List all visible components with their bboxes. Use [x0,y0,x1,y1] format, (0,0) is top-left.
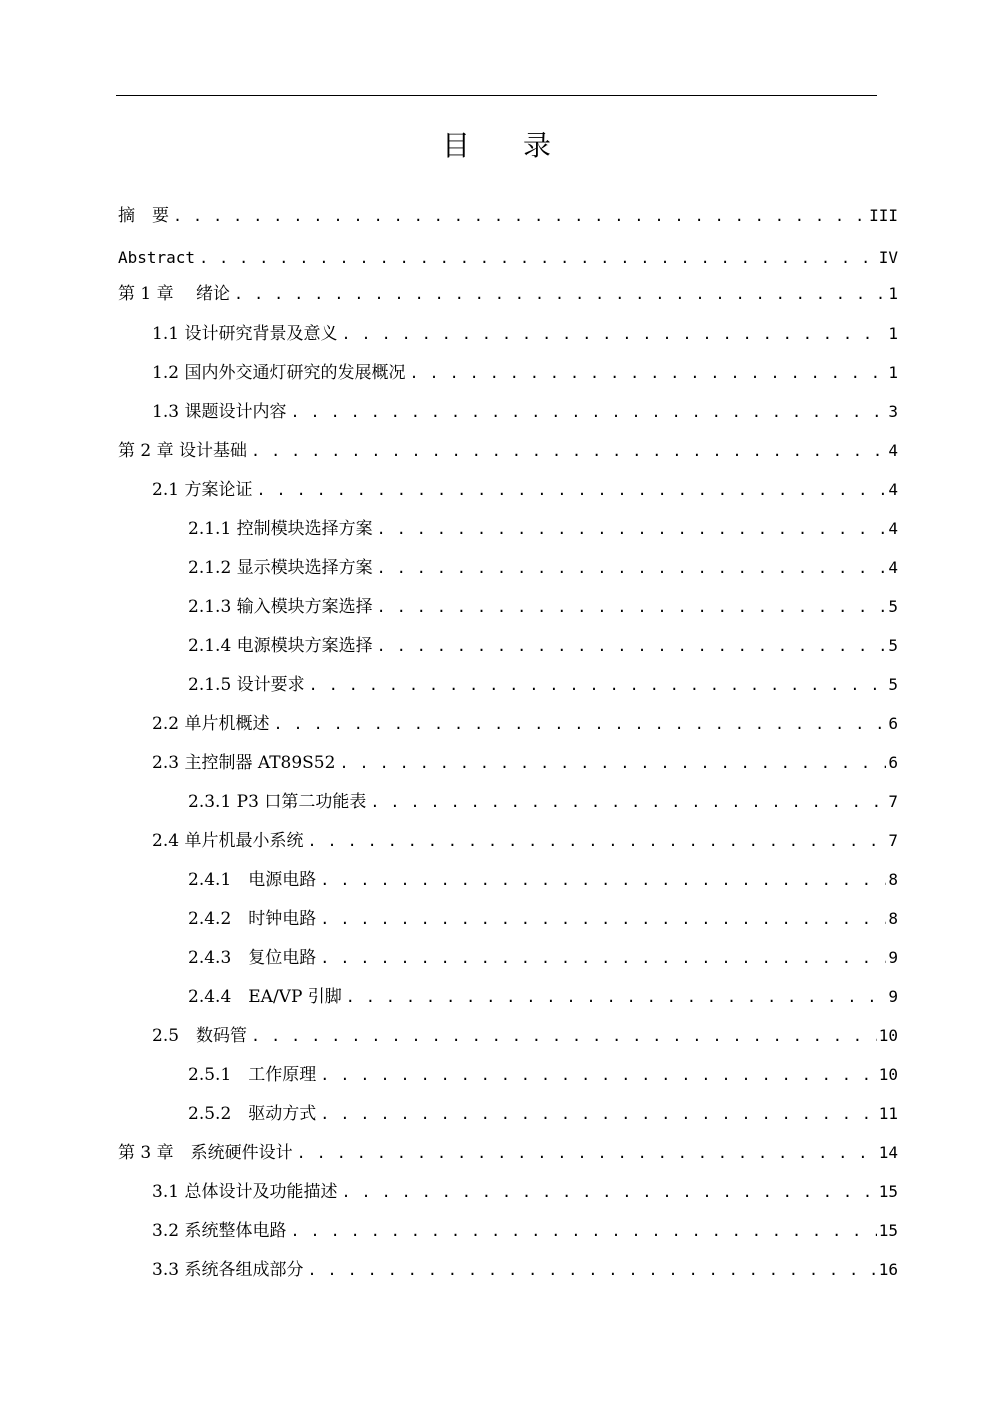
toc-entry-label: 2.5.1 工作原理 [188,1065,317,1085]
toc-dot-leader [309,671,887,699]
toc-dot-leader [341,320,886,348]
toc-entry-page: 7 [888,792,898,811]
toc-dot-leader [377,515,887,543]
toc-entry-page: 11 [878,1104,898,1123]
toc-entry[interactable] [118,280,898,308]
toc-entry[interactable] [152,749,898,777]
toc-entry[interactable] [188,632,898,660]
toc-dot-leader [199,244,877,272]
toc-entry-label: 2.1.3 输入模块方案选择 [188,597,373,617]
toc-entry-label: 2.1.2 显示模块选择方案 [188,558,373,578]
toc-entry-label: 2.5.2 驱动方式 [188,1104,317,1124]
toc-entry[interactable] [152,1217,898,1245]
toc-entry-label: 第 3 章 系统硬件设计 [118,1143,293,1163]
toc-dot-leader [173,202,867,230]
toc-dot-leader [320,944,886,972]
toc-dot-leader [346,983,887,1011]
toc-entry-page: 1 [888,324,898,343]
toc-entry[interactable] [118,1139,898,1167]
toc-dot-leader [307,827,886,855]
toc-entry-page: 4 [888,558,898,577]
toc-entry[interactable] [152,359,898,387]
toc-entry[interactable] [152,476,898,504]
toc-entry[interactable] [152,320,898,348]
toc-entry-label: 1.3 课题设计内容 [152,402,287,422]
toc-entry-label: 1.2 国内外交通灯研究的发展概况 [152,363,406,383]
toc-entry-label: 2.4 单片机最小系统 [152,831,304,851]
toc-entry[interactable] [188,515,898,543]
toc-entry[interactable] [118,202,898,230]
toc-entry[interactable] [118,244,898,272]
page-title: 目 录 [442,129,573,162]
toc-entry-label: 第 1 章 绪论 [118,284,231,304]
toc-entry-page: 9 [888,987,898,1006]
toc-entry[interactable] [152,1256,898,1284]
toc-entry-label: 2.4.1 电源电路 [188,870,317,890]
toc-entry-label: 2.1.1 控制模块选择方案 [188,519,373,539]
toc-entry-label: Abstract [118,248,196,267]
toc-dot-leader [377,632,887,660]
toc-entry-page: 5 [888,636,898,655]
toc-dot-leader [377,593,887,621]
toc-entry-label: 2.1.5 设计要求 [188,675,305,695]
toc-entry[interactable] [188,866,898,894]
toc-entry-page: 8 [888,909,898,928]
toc-entry[interactable] [188,1100,898,1128]
toc-dot-leader [273,710,886,738]
toc-entry-page: 7 [888,831,898,850]
toc-entry-page: 16 [878,1260,898,1279]
toc-entry[interactable] [188,944,898,972]
toc-entry-label: 第 2 章 设计基础 [118,441,248,461]
toc-entry[interactable] [152,710,898,738]
toc-entry-page: III [869,206,898,225]
toc-dot-leader [307,1256,876,1284]
toc-entry-label: 2.4.2 时钟电路 [188,909,317,929]
toc-entry-page: 4 [888,519,898,538]
toc-entry[interactable] [188,554,898,582]
toc-entry[interactable] [188,788,898,816]
toc-entry-label: 2.2 单片机概述 [152,714,270,734]
toc-entry-label: 3.3 系统各组成部分 [152,1260,304,1280]
toc-entry-label: 2.5 数码管 [152,1026,248,1046]
toc-entry[interactable] [152,827,898,855]
toc-dot-leader [341,1178,876,1206]
toc-entry[interactable] [188,1061,898,1089]
toc-entry-page: 15 [878,1182,898,1201]
toc-entry-page: 1 [888,363,898,382]
toc-entry[interactable] [118,437,898,465]
toc-entry-page: 10 [878,1065,898,1084]
toc-dot-leader [290,398,886,426]
toc-dot-leader [409,359,886,387]
toc-entry-page: 6 [888,714,898,733]
toc-entry[interactable] [152,1022,898,1050]
toc-entry-page: 15 [878,1221,898,1240]
header-rule [116,95,877,96]
toc-entry-page: 5 [888,597,898,616]
toc-entry-label: 2.3.1 P3 口第二功能表 [188,792,367,812]
toc-dot-leader [234,280,886,308]
toc-entry[interactable] [152,398,898,426]
toc-entry-label: 2.1.4 电源模块方案选择 [188,636,373,656]
toc-entry[interactable] [188,671,898,699]
toc-entry[interactable] [188,983,898,1011]
toc-dot-leader [370,788,886,816]
toc-entry-label: 2.4.3 复位电路 [188,948,317,968]
toc-entry-page: 5 [888,675,898,694]
toc-dot-leader [251,1022,877,1050]
toc-dot-leader [377,554,887,582]
toc-entry[interactable] [188,905,898,933]
toc-entry-label: 2.4.4 EA/VP 引脚 [188,987,342,1007]
toc-entry-page: 3 [888,402,898,421]
toc-entry-page: 4 [888,441,898,460]
toc-entry-page: 8 [888,870,898,889]
toc-entry-page: 6 [888,753,898,772]
toc-entry-label: 2.3 主控制器 AT89S52 [152,753,336,773]
toc-entry-label: 1.1 设计研究背景及意义 [152,324,338,344]
toc-entry-page: 9 [888,948,898,967]
toc-dot-leader [297,1139,877,1167]
toc-entry[interactable] [152,1178,898,1206]
toc-entry-label: 2.1 方案论证 [152,480,253,500]
toc-dot-leader [320,1061,876,1089]
toc-dot-leader [290,1217,876,1245]
toc-dot-leader [256,476,886,504]
toc-entry-page: IV [878,248,898,267]
toc-dot-leader [320,866,886,894]
toc-dot-leader [320,905,886,933]
toc-dot-leader [339,749,886,777]
toc-entry-label: 3.2 系统整体电路 [152,1221,287,1241]
toc-entry-page: 4 [888,480,898,499]
toc-entry-page: 1 [888,284,898,303]
toc-entry-page: 14 [878,1143,898,1162]
toc-dot-leader [320,1100,876,1128]
toc-entry-page: 10 [878,1026,898,1045]
toc-entry-label: 摘 要 [118,206,169,226]
toc-dot-leader [251,437,886,465]
toc-entry-label: 3.1 总体设计及功能描述 [152,1182,338,1202]
toc-entry[interactable] [188,593,898,621]
